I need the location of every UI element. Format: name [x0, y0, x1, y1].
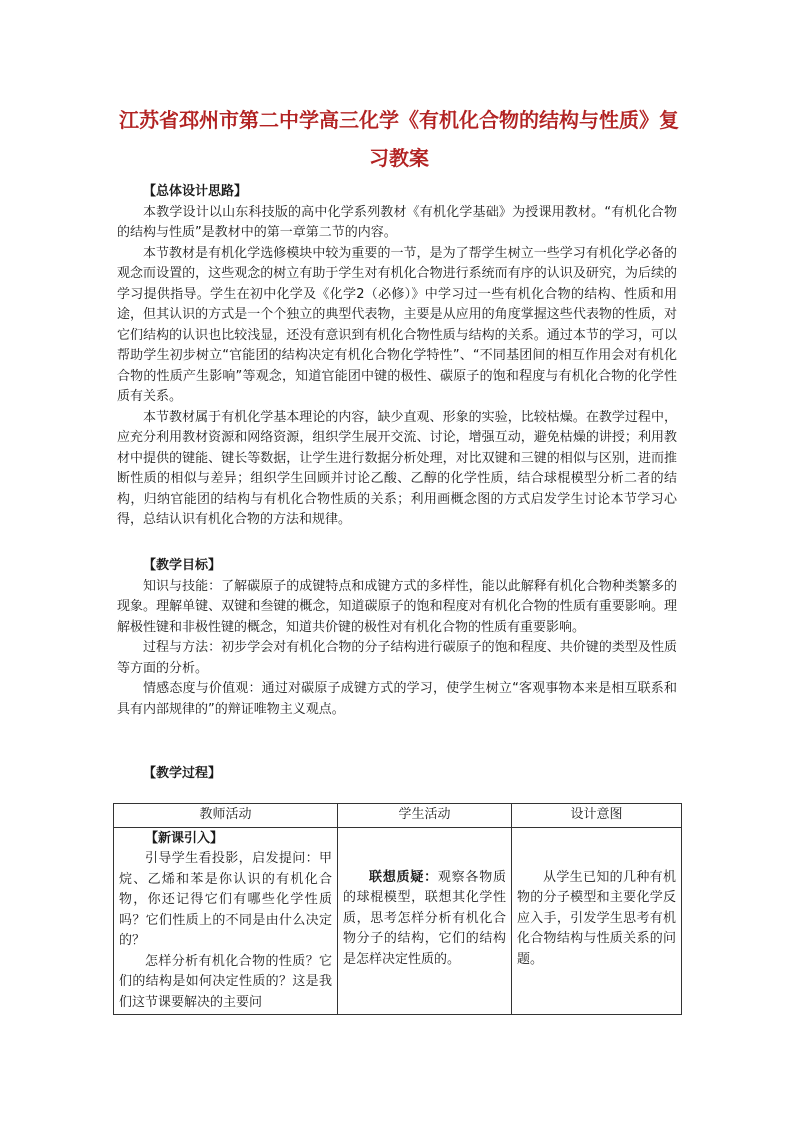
teaching-process-table [113, 803, 682, 1015]
student-activity-text-block [343, 868, 506, 971]
goals-paragraph-3: 情感态度与价值观：通过对碳原子成键方式的学习，使学生树立“客观事物本来是相互联系和具有内部规律的”的辩证唯物主义观点。 [117, 681, 677, 717]
design-intent-cell [512, 827, 682, 1015]
goals-paragraph-2: 过程与方法：初步学会对有机化合物的分子结构进行碳原子的饱和程度、共价键的类型及性质等方面的分析。 [117, 640, 677, 676]
student-activity-text: 观察各物质的球棍模型，联想其化学性质，思考怎样分析有机化合物分子的结构，它们的结构是怎样决定性质的。 [343, 869, 506, 967]
goals-paragraph-1: 知识与技能：了解碳原子的成键特点和成键方式的多样性，能以此解释有机化合物种类繁多的现象。理解单键、双键和叁键的概念，知道碳原子的饱和程度对有机化合物的性质有重要影响。理解极性键和非极性键的概念，知道共价键的极性对有机化合物的性质有重要影响。 [117, 578, 677, 635]
teacher-activity-cell [114, 827, 338, 1015]
table-row [114, 827, 682, 1015]
student-activity-cell [338, 827, 512, 1015]
process-section [117, 764, 677, 785]
teacher-paragraph-2: 怎样分析有机化合物的性质？它们的结构是如何决定性质的？这是我们这节课要解决的主要问 [119, 953, 332, 1010]
design-section [117, 182, 677, 531]
goals-section [117, 556, 677, 720]
table-header-row [114, 804, 682, 828]
teacher-paragraph-1: 引导学生看投影，启发提问：甲烷、乙烯和苯是你认识的有机化合物，你还记得它们有哪些化学性质吗？它们性质上的不同是由什么决定的？ [119, 851, 332, 948]
design-paragraph-3: 本节教材属于有机化学基本理论的内容，缺少直观、形象的实验，比较枯燥。在教学过程中，应充分利用教材资源和网络资源，组织学生展开交流、讨论，增强互动，避免枯燥的讲授；利用教材中提供的键能、键长等数据，让学生进行数据分析处理，对比双键和三键的相似与区别，进而推断性质的相似与差异；组织学生回顾并讨论乙酸、乙醇的化学性质，结合球棍模型分析二者的结构，归纳官能团的结构与有机化合物性质的关系；利用画概念图的方式启发学生讨论本节学习心得，总结认识有机化合物的方法和规律。 [117, 409, 677, 527]
design-paragraph-1: 本教学设计以山东科技版的高中化学系列教材《有机化学基础》为授课用教材。“有机化合物的结构与性质”是教材中的第一章第二节的内容。 [117, 204, 677, 240]
student-activity-label: 联想质疑： [369, 869, 438, 885]
section-heading-goals: 【教学目标】 [143, 558, 222, 573]
header-design-intent: 设计意图 [512, 804, 682, 828]
section-heading-design: 【总体设计思路】 [143, 184, 248, 199]
document-title: 江苏省邳州市第二中学高三化学《有机化合物的结构与性质》复习教案 [119, 108, 679, 170]
header-teacher-activity: 教师活动 [114, 804, 338, 828]
new-lesson-heading: 【新课引入】 [145, 830, 224, 846]
design-paragraph-2: 本节教材是有机化学选修模块中较为重要的一节，是为了帮学生树立一些学习有机化学必备的观念而设置的，这些观念的树立有助于学生对有机化合物进行系统而有序的认识及研究，为后续的学习提供指导。学生在初中化学及《化学2（必修）》中学习过一些有机化合物的结构、性质和用途，但其认识的方式是一个个独立的典型代表物，主要是从应用的角度掌握这些代表物的性质，对它们结构的认识也比较浅显，还没有意识到有机化合物性质与结构的关系。通过本节的学习，可以帮助学生初步树立“官能团的结构决定有机化合物化学特性”、“不同基团间的相互作用会对有机化合物的性质产生影响”等观念，知道官能团中键的极性、碳原子的饱和程度与有机化合物的化学性质有关系。 [117, 245, 677, 404]
section-heading-process: 【教学过程】 [143, 766, 222, 781]
header-student-activity: 学生活动 [338, 804, 512, 828]
design-intent-text: 从学生已知的几种有机物的分子模型和主要化学反应入手，引发学生思考有机化合物结构与性质关系的问题。 [517, 869, 676, 967]
